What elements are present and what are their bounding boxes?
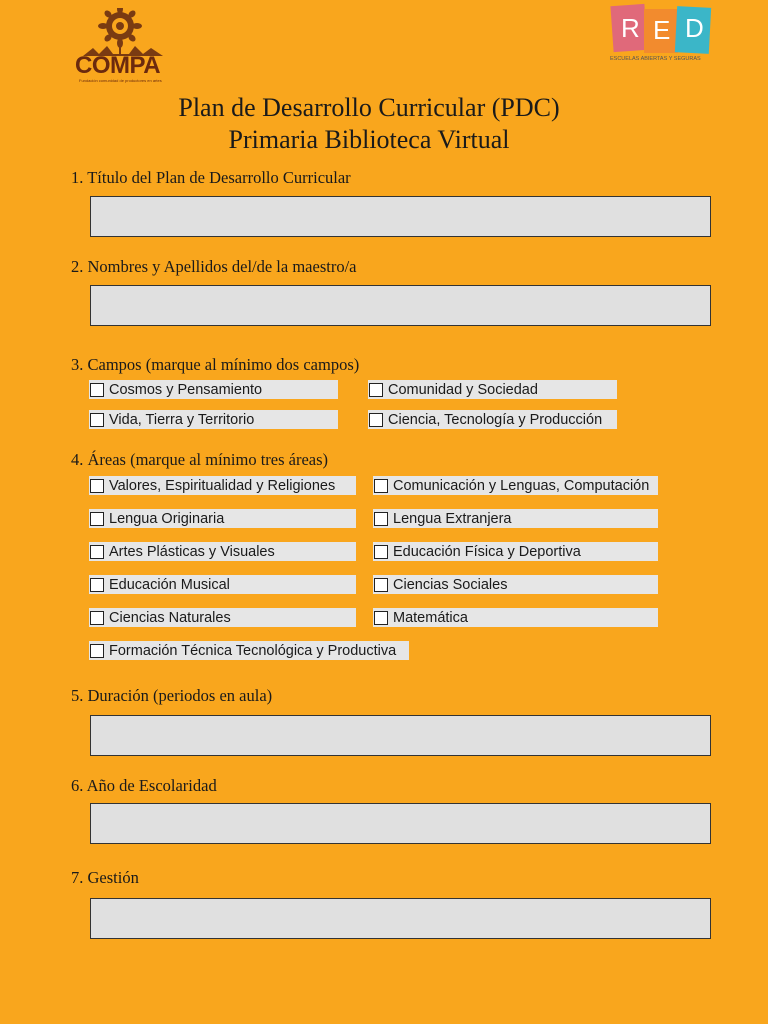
campo-option[interactable] xyxy=(368,380,617,399)
option-label: Artes Plásticas y Visuales xyxy=(109,543,275,560)
q1-title-field[interactable] xyxy=(90,196,711,237)
q1-label: 1. Título del Plan de Desarrollo Curricular xyxy=(71,168,351,187)
checkbox[interactable] xyxy=(374,479,388,493)
q6-label: 6. Año de Escolaridad xyxy=(71,776,217,795)
campo-option[interactable] xyxy=(368,410,617,429)
campo-option[interactable] xyxy=(89,410,338,429)
q5-label: 5. Duración (periodos en aula) xyxy=(71,686,273,705)
q7-gestion-field[interactable] xyxy=(90,898,711,939)
campo-option[interactable] xyxy=(89,380,338,399)
area-option[interactable] xyxy=(89,476,356,495)
compa-logo-text: COMPA xyxy=(75,52,161,79)
q2-teacher-name-field[interactable] xyxy=(90,285,711,326)
option-label: Lengua Extranjera xyxy=(393,510,512,527)
red-logo-r: R xyxy=(621,13,640,43)
option-label: Formación Técnica Tecnológica y Productiva xyxy=(109,642,397,659)
area-option[interactable] xyxy=(89,641,409,660)
red-logo xyxy=(608,3,720,68)
checkbox[interactable] xyxy=(369,413,383,427)
checkbox[interactable] xyxy=(90,611,104,625)
red-logo-tagline: ESCUELAS ABIERTAS Y SEGURAS xyxy=(610,56,701,62)
option-label: Comunicación y Lenguas, Computación xyxy=(393,477,650,494)
area-option[interactable] xyxy=(373,542,658,561)
q4-label: 4. Áreas (marque al mínimo tres áreas) xyxy=(71,450,329,469)
page-title: Plan de Desarrollo Curricular (PDC) xyxy=(178,93,560,122)
q3-label: 3. Campos (marque al mínimo dos campos) xyxy=(71,355,360,374)
checkbox[interactable] xyxy=(374,545,388,559)
compa-logo xyxy=(73,8,173,86)
area-option[interactable] xyxy=(89,542,356,561)
option-label: Lengua Originaria xyxy=(109,510,225,527)
option-label: Ciencias Sociales xyxy=(393,576,508,593)
area-option[interactable] xyxy=(373,575,658,594)
checkbox[interactable] xyxy=(374,578,388,592)
q5-duration-field[interactable] xyxy=(90,715,711,756)
q7-label: 7. Gestión xyxy=(71,868,139,887)
option-label: Ciencia, Tecnología y Producción xyxy=(388,411,603,428)
option-label: Educación Musical xyxy=(109,576,230,593)
checkbox[interactable] xyxy=(90,413,104,427)
option-label: Educación Física y Deportiva xyxy=(393,543,581,560)
checkbox[interactable] xyxy=(90,383,104,397)
option-label: Cosmos y Pensamiento xyxy=(109,381,263,398)
option-label: Comunidad y Sociedad xyxy=(388,381,538,398)
checkbox[interactable] xyxy=(369,383,383,397)
checkbox[interactable] xyxy=(374,512,388,526)
red-logo-d: D xyxy=(685,13,704,43)
q2-label: 2. Nombres y Apellidos del/de la maestro/a xyxy=(71,257,357,276)
area-option[interactable] xyxy=(89,509,356,528)
q6-school-year-field[interactable] xyxy=(90,803,711,844)
area-option[interactable] xyxy=(373,509,658,528)
checkbox[interactable] xyxy=(90,545,104,559)
option-label: Matemática xyxy=(393,609,468,626)
option-label: Ciencias Naturales xyxy=(109,609,231,626)
checkbox[interactable] xyxy=(90,512,104,526)
checkbox[interactable] xyxy=(90,479,104,493)
red-logo-e: E xyxy=(653,15,671,45)
area-option[interactable] xyxy=(89,608,356,627)
option-label: Valores, Espiritualidad y Religiones xyxy=(109,477,336,494)
checkbox[interactable] xyxy=(374,611,388,625)
area-option[interactable] xyxy=(373,476,658,495)
option-label: Vida, Tierra y Territorio xyxy=(109,411,255,428)
area-option[interactable] xyxy=(89,575,356,594)
checkbox[interactable] xyxy=(90,578,104,592)
checkbox[interactable] xyxy=(90,644,104,658)
area-option[interactable] xyxy=(373,608,658,627)
page-subtitle: Primaria Biblioteca Virtual xyxy=(228,125,510,154)
compa-logo-tagline: Fundación comunidad de productores en artes xyxy=(79,78,162,83)
